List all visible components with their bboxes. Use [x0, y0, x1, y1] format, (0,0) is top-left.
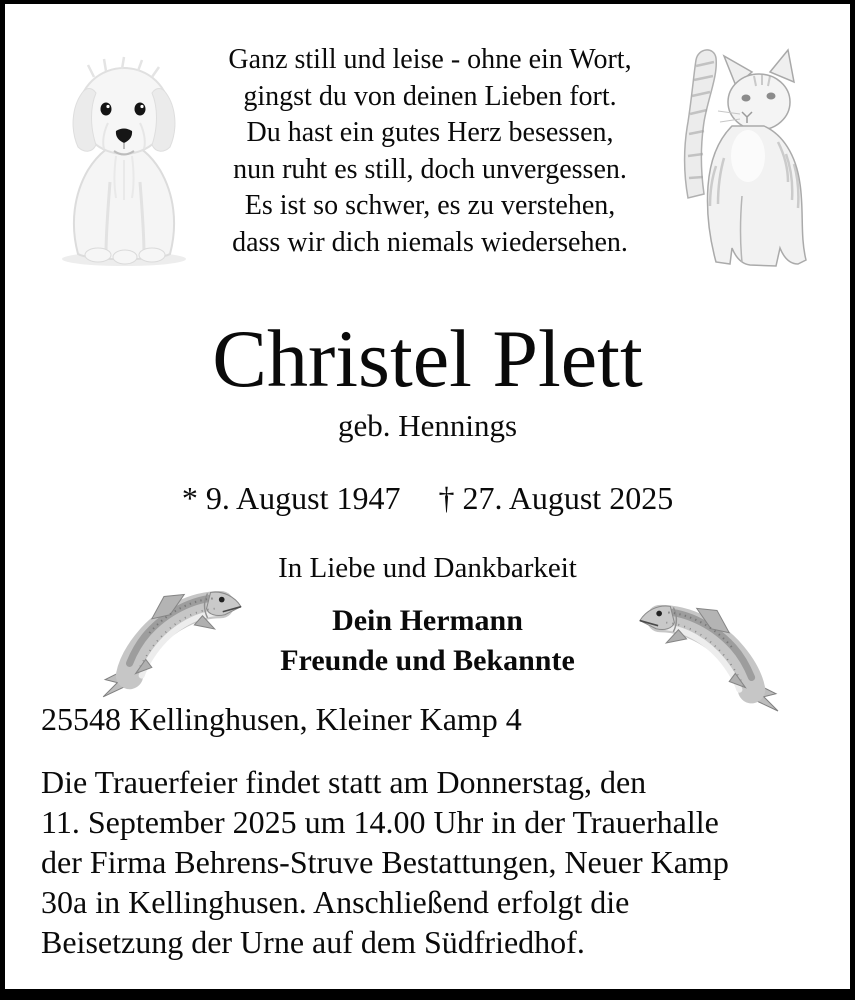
poem-line: gingst du von deinen Lieben fort.: [243, 80, 617, 112]
funeral-line: 30a in Kellinghusen. Anschließend erfolgt die: [41, 884, 630, 920]
poem-line: Du hast ein gutes Herz besessen,: [246, 117, 614, 148]
funeral-line: Die Trauerfeier findet statt am Donnerstag, den: [41, 764, 647, 800]
deceased-name: Christel Plett: [212, 313, 643, 404]
poem-line: Ganz still und leise - ohne ein Wort,: [228, 44, 632, 75]
fish-sketch-right: [635, 582, 795, 712]
maiden-name: geb. Hennings: [337, 408, 518, 443]
poem-line: dass wir dich niemals wiedersehen.: [232, 226, 628, 258]
funeral-line: der Firma Behrens-Struve Bestattungen, Neuer Kamp: [41, 844, 729, 880]
leaping-fish-illustration: [89, 568, 243, 698]
tabby-cat-illustration: [657, 44, 829, 274]
poem-line: Es ist so schwer, es zu verstehen,: [244, 190, 616, 221]
funeral-line: 11. September 2025 um 14.00 Uhr in der Trauerhalle: [41, 804, 719, 840]
poem-line: nun ruht es still, doch unvergessen.: [233, 153, 627, 185]
birth-date: * 9. August 1947: [181, 480, 401, 516]
death-date: † 27. August 2025: [438, 480, 674, 516]
fish-sketch-left: [89, 568, 243, 698]
mourner-line: Freunde und Bekannte: [280, 644, 575, 677]
life-dates: [5, 480, 850, 517]
leaping-fish-illustration-mirrored: [635, 582, 795, 712]
poem: [150, 42, 710, 261]
cat-sketch: [657, 44, 829, 274]
closing-phrase: In Liebe und Dankbarkeit: [278, 552, 577, 584]
funeral-line: Beisetzung der Urne auf dem Südfriedhof.: [41, 924, 585, 960]
mourner-line: Dein Hermann: [332, 604, 523, 637]
address-line: 25548 Kellinghusen, Kleiner Kamp 4: [41, 701, 522, 737]
funeral-details: [41, 762, 831, 962]
